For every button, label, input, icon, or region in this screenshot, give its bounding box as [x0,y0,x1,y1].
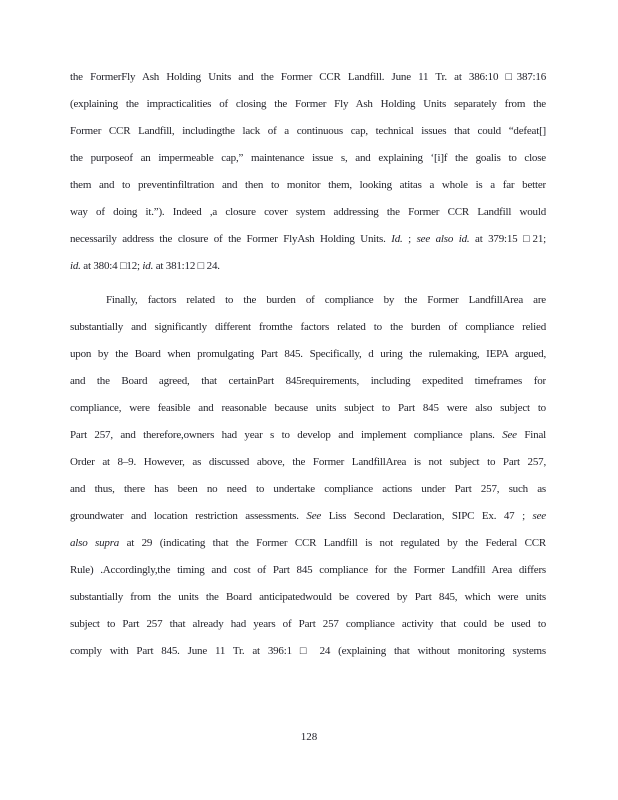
text-line [70,503,546,530]
text-line [70,476,546,503]
text-segment: Liss Second Declaration, SIPC Ex. 47 ; [321,510,533,522]
text-segment: Finally, factors related to the burden of compliance by the Former LandfillArea are [106,294,546,306]
text-segment: See [502,429,517,441]
text-line [70,226,546,253]
text-line [70,253,546,280]
text-segment: id. [458,233,470,245]
text-segment: the purposeof an impermeable cap,” maintenance issue s, and explaining ‘[i]f the goalis to close [70,152,546,164]
text-segment: groundwater and location restriction assessments. [70,510,307,522]
text-line [70,395,546,422]
text-line [70,449,546,476]
text-segment: and thus, there has been no need to undertake compliance actions under Part 257, such as [70,483,546,495]
text-segment: id. [142,260,154,272]
text-line [70,199,546,226]
text-line [70,64,546,91]
text-segment: See [306,510,322,522]
text-segment: id. [70,260,81,272]
text-line [70,91,546,118]
text-line [70,172,546,199]
text-segment: Order at 8–9. However, as discussed above, the Former LandfillArea is not subject to Part 257, [70,456,546,468]
document-body [70,64,546,665]
text-line [70,422,546,449]
text-segment: at 379:15 □21; [469,233,546,245]
text-segment: comply with Part 845. June 11 Tr. at 396:1 □ 24 (explaining that without monitoring systems [70,645,546,657]
text-segment: at 380:4 □12; [80,260,143,272]
text-segment: see also [416,233,454,245]
text-segment: (explaining the impracticalities of closing the Former Fly Ash Holding Units separately from the [70,98,546,110]
text-segment: and the Board agreed, that certainPart 845requirements, including expedited timeframes for [70,375,546,387]
text-segment: Final [516,429,546,441]
text-segment: also supra [70,537,120,549]
text-segment: Part 257, and therefore,owners had year s to develop and implement compliance plans. [70,429,503,441]
text-segment: ; [402,233,417,245]
text-segment: substantially and significantly different fromthe factors related to the burden of compliance relied [70,321,546,333]
text-line [70,314,546,341]
text-line [70,287,546,314]
text-line [70,530,546,557]
text-segment: the FormerFly Ash Holding Units and the Former CCR Landfill. June 11 Tr. at 386:10 □387:16 [70,71,546,83]
text-segment: way of doing it.”). Indeed ,a closure cover system addressing the Former CCR Landfill would [70,206,546,218]
text-segment: at 29 (indicating that the Former CCR Landfill is not regulated by the Federal CCR [119,537,546,549]
text-segment: subject to Part 257 that already had years of Part 257 compliance activity that could be used to [70,618,546,630]
text-segment: at 381:12 □ 24. [153,260,220,272]
text-line [70,611,546,638]
text-segment: upon by the Board when promulgating Part 845. Specifically, d uring the rulemaking, IEPA argued, [70,348,546,360]
text-line [70,584,546,611]
text-line [70,341,546,368]
text-segment: them and to preventinfiltration and then to monitor them, looking atitas a whole is a far better [70,179,546,191]
text-segment: substantially from the units the Board anticipatedwould be covered by Part 845, which were units [70,591,546,603]
text-segment: Rule) .Accordingly,the timing and cost of Part 845 compliance for the Former Landfill Area differs [70,564,546,576]
text-line [70,118,546,145]
text-segment: necessarily address the closure of the Former FlyAsh Holding Units. [70,233,392,245]
text-segment: Id. [391,233,403,245]
text-line [70,638,546,665]
text-segment: see [532,510,546,522]
text-segment: compliance, were feasible and reasonable because units subject to Part 845 were also subject to [70,402,546,414]
text-line [70,145,546,172]
page-number: 128 [300,731,318,743]
text-line [70,368,546,395]
text-segment: Former CCR Landfill, includingthe lack of a continuous cap, technical issues that could “defeat[] [70,125,546,137]
text-line [70,557,546,584]
